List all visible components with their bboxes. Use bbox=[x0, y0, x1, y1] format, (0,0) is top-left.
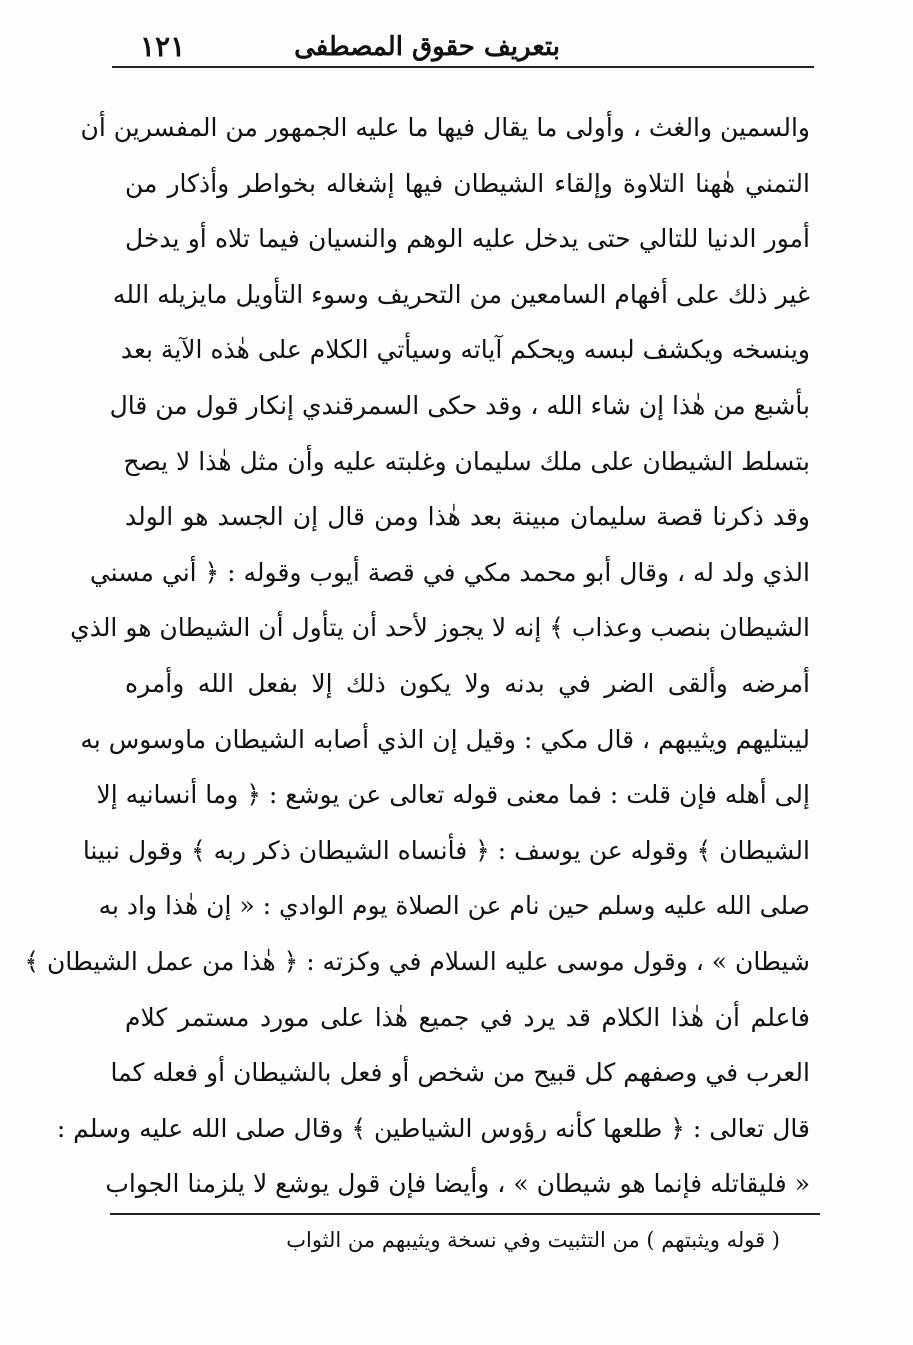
text-line: التمني هٰهنا التلاوة وإلقاء الشيطان فيها إشغاله بخواطر وأذكار من bbox=[125, 168, 810, 198]
text-line: أمور الدنيا للتالي حتى يدخل عليه الوهم والنسيان فيما تلاه أو يدخل bbox=[125, 224, 810, 254]
text-line: غير ذلك على أفهام السامعين من التحريف وسوء التأويل مايزيله الله bbox=[112, 279, 810, 309]
page-number: ١٢١ bbox=[140, 30, 186, 63]
main-text bbox=[24, 100, 810, 1212]
text-line: بتسلط الشيطان على ملك سليمان وغلبته عليه وأن مثل هٰذا لا يصح bbox=[123, 446, 810, 476]
text-line: وينسخه ويكشف لبسه ويحكم آياته وسيأتي الكلام على هٰذه الآية بعد bbox=[120, 335, 810, 365]
text-line: وقد ذكرنا قصة سليمان مبينة بعد هٰذا ومن قال إن الجسد هو الولد bbox=[125, 502, 810, 532]
text-line: بأشبع من هٰذا إن شاء الله ، وقد حكى السمرقندي إنكار قول من قال bbox=[109, 390, 810, 420]
header-divider bbox=[112, 66, 814, 68]
text-line: الشيطان بنصب وعذاب ﴾ إنه لا يجوز لأحد أن يتأول أن الشيطان هو الذي bbox=[70, 613, 810, 643]
text-line: صلى الله عليه وسلم حين نام عن الصلاة يوم الوادي : « إن هٰذا واد به bbox=[98, 891, 810, 921]
text-line: والسمين والغث ، وأولى ما يقال فيها ما عليه الجمهور من المفسرين أن bbox=[80, 113, 810, 142]
text-line: شيطان » ، وقول موسى عليه السلام في وكزته : ﴿ هٰذا من عمل الشيطان ﴾ bbox=[24, 946, 810, 976]
footnote-divider bbox=[110, 1213, 820, 1215]
text-line: العرب في وصفهم كل قبيح من شخص أو فعل بالشيطان أو فعله كما bbox=[110, 1058, 810, 1088]
text-line: الشيطان ﴾ وقوله عن يوسف : ﴿ فأنساه الشيطان ذكر ربه ﴾ وقول نبينا bbox=[82, 835, 810, 865]
text-line: إلى أهله فإن قلت : فما معنى قوله تعالى عن يوشع : ﴿ وما أنسانيه إلا bbox=[96, 780, 810, 810]
running-title: بتعريف حقوق المصطفى bbox=[294, 32, 560, 62]
text-line: « فليقاتله فإنما هو شيطان » ، وأيضا فإن قول يوشع لا يلزمنا الجواب bbox=[105, 1169, 810, 1199]
footnote: ( قوله ويثبتهم ) من التثبيت وفي نسخة ويثيبهم من الثواب bbox=[286, 1228, 780, 1252]
text-line: ليبتليهم ويثيبهم ، قال مكي : وقيل إن الذي أصابه الشيطان ماوسوس به bbox=[80, 724, 810, 754]
page-header bbox=[120, 30, 810, 76]
text-line: الذي ولد له ، وقال أبو محمد مكي في قصة أيوب وقوله : ﴿ أني مسني bbox=[89, 557, 810, 587]
text-line: فاعلم أن هٰذا الكلام قد يرد في جميع هٰذا على مورد مستمر كلام bbox=[125, 1002, 810, 1032]
text-line: قال تعالى : ﴿ طلعها كأنه رؤوس الشياطين ﴾ وقال صلى الله عليه وسلم : bbox=[56, 1113, 810, 1143]
text-line: أمرضه وألقى الضر في بدنه ولا يكون ذلك إلا بفعل الله وأمره bbox=[125, 668, 810, 698]
